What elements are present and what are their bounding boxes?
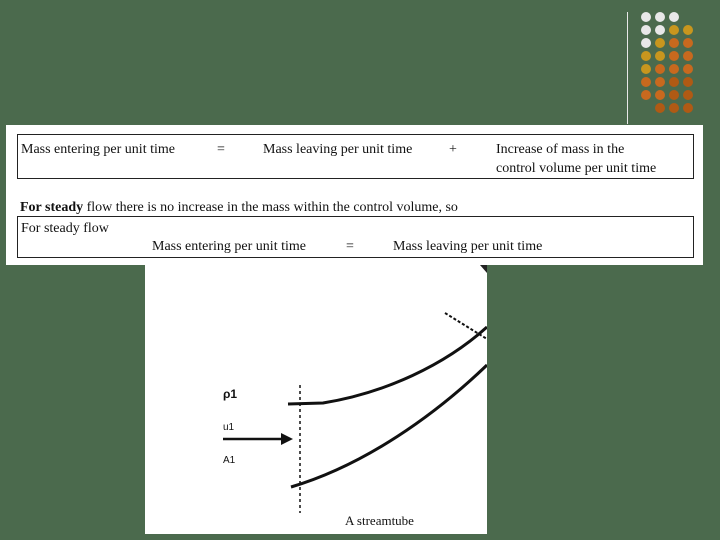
decor-dot xyxy=(641,51,651,61)
mass-entering-label: Mass entering per unit time xyxy=(21,142,175,157)
inflow-arrow-head xyxy=(281,433,293,445)
increase-label-line1: Increase of mass in the xyxy=(496,142,625,157)
decor-dot xyxy=(669,38,679,48)
decor-dot xyxy=(669,77,679,87)
decor-dot xyxy=(655,38,665,48)
decor-dot xyxy=(669,25,679,35)
decor-dot xyxy=(669,12,679,22)
steady-flow-heading: For steady flow xyxy=(21,221,109,236)
decor-dot xyxy=(641,12,651,22)
plus-sign: + xyxy=(449,142,457,157)
steady-equals-sign: = xyxy=(346,239,354,254)
label-a1: A1 xyxy=(223,455,236,466)
outlet-section-line xyxy=(445,313,487,339)
decor-dot xyxy=(683,90,693,100)
decor-dot xyxy=(683,103,693,113)
mass-balance-box xyxy=(17,134,694,179)
continuity-text-panel xyxy=(6,125,703,265)
decor-dot xyxy=(669,51,679,61)
decor-dot xyxy=(669,64,679,74)
label-rho1: ρ1 xyxy=(223,387,238,401)
decor-dot xyxy=(683,64,693,74)
decor-dot xyxy=(655,64,665,74)
decor-dot xyxy=(669,90,679,100)
steady-flow-sentence xyxy=(20,200,458,216)
streamtube-diagram xyxy=(145,265,487,534)
steady-mass-entering-label: Mass entering per unit time xyxy=(152,239,306,254)
decor-dot xyxy=(641,77,651,87)
decor-dot xyxy=(655,12,665,22)
equals-sign: = xyxy=(217,142,225,157)
mass-leaving-label: Mass leaving per unit time xyxy=(263,142,413,157)
streamtube-figure xyxy=(145,265,487,534)
steady-mass-leaving-label: Mass leaving per unit time xyxy=(393,239,543,254)
decor-dot xyxy=(641,90,651,100)
decor-dot xyxy=(655,90,665,100)
decor-dot xyxy=(655,51,665,61)
decor-dot xyxy=(655,77,665,87)
decor-dot xyxy=(683,38,693,48)
steady-rest-text: flow there is no increase in the mass within the control volume, so xyxy=(86,200,458,215)
figure-caption: A streamtube xyxy=(345,513,414,528)
streamtube-lower-boundary xyxy=(291,365,487,487)
decor-dot xyxy=(655,103,665,113)
decor-dot-grid xyxy=(641,12,701,116)
decor-dot xyxy=(641,25,651,35)
decor-dot xyxy=(641,64,651,74)
increase-label-line2: control volume per unit time xyxy=(496,161,657,176)
decor-dot xyxy=(655,25,665,35)
steady-flow-box xyxy=(17,216,694,258)
decor-dot xyxy=(641,38,651,48)
decor-divider-line xyxy=(627,12,628,124)
decor-dot xyxy=(669,103,679,113)
decor-dot xyxy=(683,51,693,61)
decor-dot xyxy=(683,25,693,35)
cropped-label-mark xyxy=(480,265,487,273)
decor-dot xyxy=(683,77,693,87)
label-u1: u1 xyxy=(223,422,235,433)
steady-bold-text: For steady xyxy=(20,200,84,215)
